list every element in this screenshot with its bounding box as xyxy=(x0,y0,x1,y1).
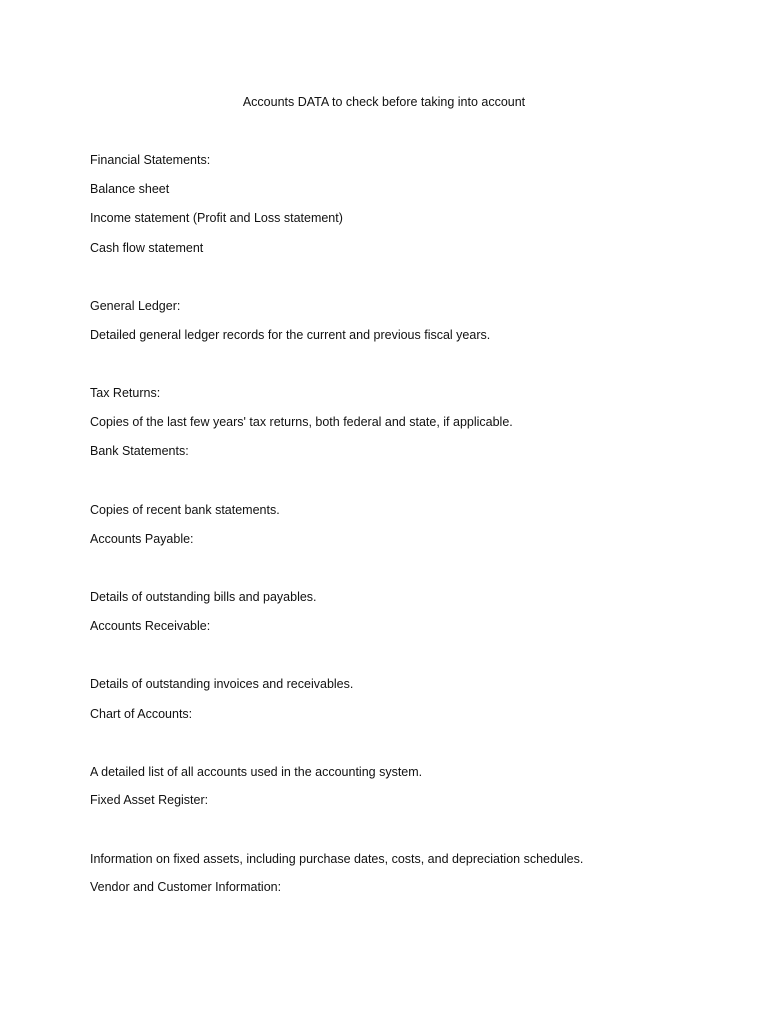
section-heading-chart-of-accounts: Chart of Accounts: xyxy=(90,707,193,721)
paragraph-bank-statements: Copies of recent bank statements. xyxy=(90,503,280,517)
section-heading-accounts-payable: Accounts Payable: xyxy=(90,532,194,546)
document-title: Accounts DATA to check before taking into account xyxy=(242,95,526,109)
paragraph-accounts-payable: Details of outstanding bills and payables. xyxy=(90,590,317,604)
section-heading-financial-statements: Financial Statements: xyxy=(90,153,211,167)
section-heading-bank-statements: Bank Statements: xyxy=(90,444,189,458)
paragraph-tax-returns: Copies of the last few years' tax returns, both federal and state, if applicable. xyxy=(90,415,513,429)
paragraph-fixed-asset-register: Information on fixed assets, including purchase dates, costs, and depreciation schedules. xyxy=(90,852,584,866)
paragraph-accounts-receivable: Details of outstanding invoices and receivables. xyxy=(90,677,354,691)
list-item-balance-sheet: Balance sheet xyxy=(90,182,170,196)
list-item-cash-flow-statement: Cash flow statement xyxy=(90,241,204,255)
paragraph-chart-of-accounts: A detailed list of all accounts used in the accounting system. xyxy=(90,765,423,779)
section-heading-tax-returns: Tax Returns: xyxy=(90,386,161,400)
section-heading-vendor-customer-information: Vendor and Customer Information: xyxy=(90,880,282,894)
list-item-income-statement: Income statement (Profit and Loss statement) xyxy=(90,211,343,225)
section-heading-general-ledger: General Ledger: xyxy=(90,299,181,313)
section-heading-accounts-receivable: Accounts Receivable: xyxy=(90,619,211,633)
paragraph-general-ledger: Detailed general ledger records for the current and previous fiscal years. xyxy=(90,328,491,342)
section-heading-fixed-asset-register: Fixed Asset Register: xyxy=(90,793,209,807)
